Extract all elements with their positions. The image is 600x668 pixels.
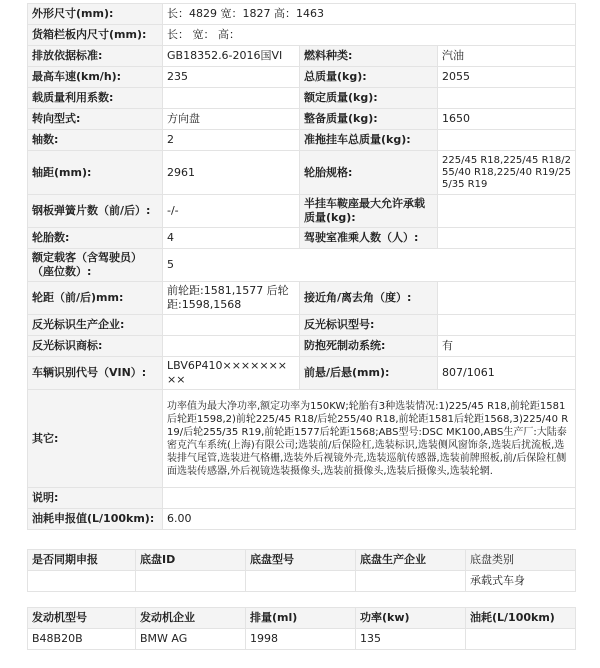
vin-value: LBV6P410××××××××× <box>163 357 300 390</box>
engine-cell: 135 <box>356 629 466 650</box>
spec-row <box>28 67 576 88</box>
chassis-header: 底盘生产企业 <box>356 550 466 571</box>
dimensions-value: 长：4829 宽：1827 高：1463 <box>163 4 576 25</box>
engine-header: 油耗(L/100km) <box>466 608 576 629</box>
overhang-label: 前悬/后悬(mm): <box>300 357 438 390</box>
spec-row <box>28 336 576 357</box>
engine-cell: B48B20B <box>28 629 136 650</box>
chassis-header: 底盘类别 <box>466 550 576 571</box>
abs-label: 防抱死制动系统: <box>300 336 438 357</box>
engine-cell: BMW AG <box>136 629 246 650</box>
trailer-mass-value <box>438 130 576 151</box>
dimensions-label: 外形尺寸(mm): <box>28 4 163 25</box>
curb-mass-value: 1650 <box>438 109 576 130</box>
spec-row <box>28 228 576 249</box>
chassis-data-row <box>28 571 576 592</box>
spec-row <box>28 130 576 151</box>
chassis-table <box>27 549 576 592</box>
top-speed-value: 235 <box>163 67 300 88</box>
spec-row <box>28 109 576 130</box>
trailer-mass-label: 准拖挂车总质量(kg): <box>300 130 438 151</box>
spec-row-other <box>28 390 576 488</box>
tyres-label: 轮胎规格: <box>300 151 438 195</box>
track-value: 前轮距:1581,1577 后轮距:1598,1568 <box>163 282 300 315</box>
chassis-cell <box>356 571 466 592</box>
seats-value: 5 <box>163 249 576 282</box>
fuel-type-label: 燃料种类: <box>300 46 438 67</box>
spec-row <box>28 357 576 390</box>
tyre-count-label: 轮胎数: <box>28 228 163 249</box>
cab-seats-label: 驾驶室准乘人数（人）: <box>300 228 438 249</box>
top-speed-label: 最高车速(km/h): <box>28 67 163 88</box>
chassis-cell <box>28 571 136 592</box>
reflector-maker-label: 反光标识生产企业: <box>28 315 163 336</box>
spec-row-seats <box>28 249 576 282</box>
chassis-cell: 承载式车身 <box>466 571 576 592</box>
wheelbase-value: 2961 <box>163 151 300 195</box>
spec-row-note <box>28 488 576 509</box>
spec-row <box>28 46 576 67</box>
wheelbase-label: 轴距(mm): <box>28 151 163 195</box>
vehicle-spec-table <box>27 3 576 530</box>
saddle-load-value <box>438 195 576 228</box>
abs-value: 有 <box>438 336 576 357</box>
chassis-header-row <box>28 550 576 571</box>
chassis-cell <box>136 571 246 592</box>
load-util-value <box>163 88 300 109</box>
reflector-model-label: 反光标识型号: <box>300 315 438 336</box>
chassis-header: 是否同期申报 <box>28 550 136 571</box>
leaf-spring-label: 钢板弹簧片数（前/后）: <box>28 195 163 228</box>
spec-row-cargo-box <box>28 25 576 46</box>
other-label: 其它: <box>28 390 163 488</box>
approach-value <box>438 282 576 315</box>
rated-load-label: 额定质量(kg): <box>300 88 438 109</box>
load-util-label: 载质量利用系数: <box>28 88 163 109</box>
engine-header: 排量(ml) <box>246 608 356 629</box>
axles-value: 2 <box>163 130 300 151</box>
reflector-model-value <box>438 315 576 336</box>
engine-cell <box>466 629 576 650</box>
total-mass-label: 总质量(kg): <box>300 67 438 88</box>
reflector-brand-label: 反光标识商标: <box>28 336 163 357</box>
emission-label: 排放依据标准: <box>28 46 163 67</box>
cargo-box-label: 货箱栏板内尺寸(mm): <box>28 25 163 46</box>
engine-header: 发动机企业 <box>136 608 246 629</box>
vin-label: 车辆识别代号（VIN）: <box>28 357 163 390</box>
chassis-cell <box>246 571 356 592</box>
engine-header: 发动机型号 <box>28 608 136 629</box>
spec-row <box>28 195 576 228</box>
cargo-box-value: 长： 宽： 高： <box>163 25 576 46</box>
saddle-load-label: 半挂车鞍座最大允许承载质量(kg): <box>300 195 438 228</box>
engine-header: 功率(kw) <box>356 608 466 629</box>
seats-label: 额定载客（含驾驶员）（座位数）: <box>28 249 163 282</box>
engine-data-row <box>28 629 576 650</box>
spec-row-fuel-consumption <box>28 509 576 530</box>
axles-label: 轴数: <box>28 130 163 151</box>
note-label: 说明: <box>28 488 163 509</box>
curb-mass-label: 整备质量(kg): <box>300 109 438 130</box>
note-value <box>163 488 576 509</box>
engine-table <box>27 607 576 650</box>
spec-row <box>28 151 576 195</box>
steering-value: 方向盘 <box>163 109 300 130</box>
reflector-maker-value <box>163 315 300 336</box>
other-value: 功率值为最大净功率,额定功率为150KW;轮胎有3种选装情况:1)225/45 R18,前轮距1581后轮距1598,2)前轮225/45 R18/后轮255/40 R18,前轮距1581后轮距1568,3)225/40 R19/后轮255/35 R19,前轮距1577后轮距1568;ABS型号:DSC MK100,ABS生产厂:大陆泰密克汽车系统(上海)有限公司;选装前/后保险杠,选装标识,选装侧风窗饰条,选装后扰流板,选装排气尾管,选装进气格栅,选装外后视镜外壳,选装巡航传感器,选装前牌照板,前/后保险杠侧面选装传感器,外后视镜选装摄像头,选装前摄像头,选装后摄像头,选装轮辋. <box>163 390 576 488</box>
engine-cell: 1998 <box>246 629 356 650</box>
spec-row <box>28 315 576 336</box>
chassis-header: 底盘ID <box>136 550 246 571</box>
leaf-spring-value: -/- <box>163 195 300 228</box>
approach-label: 接近角/离去角（度）: <box>300 282 438 315</box>
spec-row <box>28 282 576 315</box>
cab-seats-value <box>438 228 576 249</box>
chassis-header: 底盘型号 <box>246 550 356 571</box>
tyres-value: 225/45 R18,225/45 R18/255/40 R18,225/40 R19/255/35 R19 <box>438 151 576 195</box>
overhang-value: 807/1061 <box>438 357 576 390</box>
engine-header-row <box>28 608 576 629</box>
steering-label: 转向型式: <box>28 109 163 130</box>
spec-row <box>28 88 576 109</box>
tyre-count-value: 4 <box>163 228 300 249</box>
track-label: 轮距（前/后)mm: <box>28 282 163 315</box>
total-mass-value: 2055 <box>438 67 576 88</box>
reflector-brand-value <box>163 336 300 357</box>
fuel-consumption-label: 油耗申报值(L/100km): <box>28 509 163 530</box>
emission-value: GB18352.6-2016国VI <box>163 46 300 67</box>
spec-row-dimensions <box>28 4 576 25</box>
fuel-consumption-value: 6.00 <box>163 509 576 530</box>
fuel-type-value: 汽油 <box>438 46 576 67</box>
rated-load-value <box>438 88 576 109</box>
